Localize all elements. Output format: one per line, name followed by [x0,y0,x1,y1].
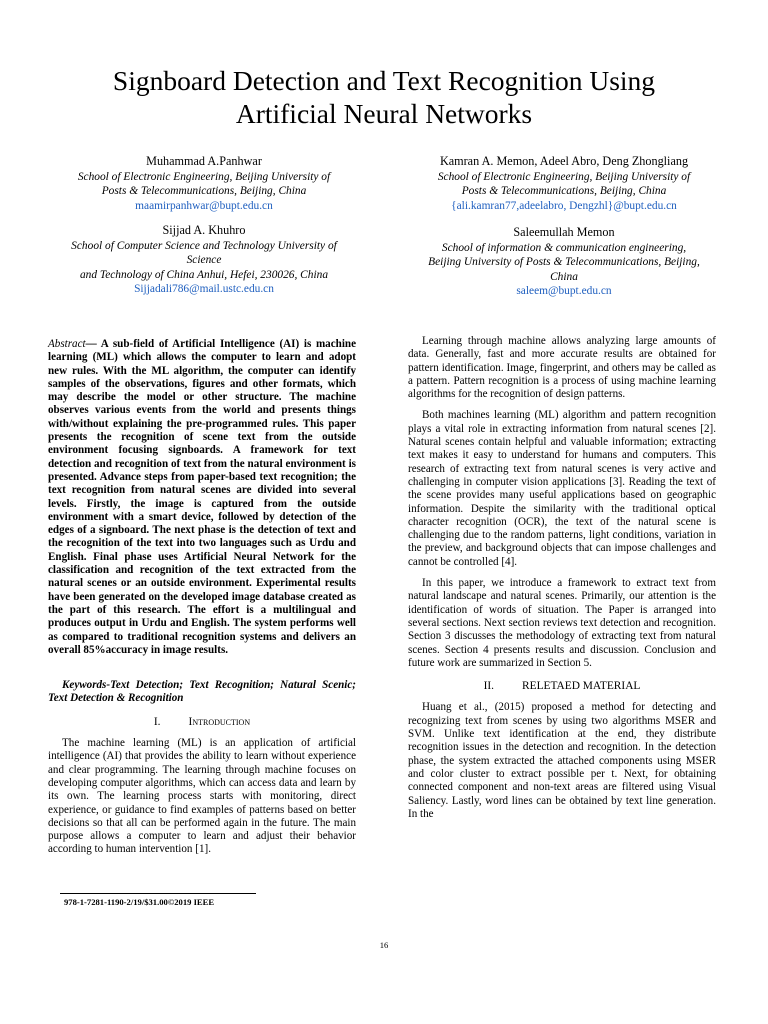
author-affiliation: Posts & Telecommunications, Beijing, China [461,185,667,198]
section-number: I. [153,715,161,728]
section-heading-related [408,680,716,693]
author-affiliation: School of information & communication engineering, [441,241,687,254]
author-name: Sijjad A. Khuhro [162,223,246,237]
author-name: Muhammad A.Panhwar [146,154,262,168]
left-column [48,338,356,865]
section-heading-introduction [48,716,356,729]
author-email[interactable]: {ali.kamran77,adeelabro, Dengzhl}@bupt.edu.cn [451,199,677,212]
author-affiliation: China [550,270,578,283]
introduction-paragraph: The machine learning (ML) is an application of artificial intelligence (AI) that provides the ability to learn without experience and clear programming. The learning through machine focuses on developing computer algorithms, which can access data and learn by its own. The learning process starts with monitoring, direct experience, or guidance to find examples of patterns based on better decisions so that all can be performed again in the future. The main purpose allows a computer to learn and adjust their behavior according to human intervention [1]. [48,737,356,856]
section-number: II. [483,680,495,693]
section-title: Introduction [188,715,251,728]
abstract [48,338,356,657]
author-block-4 [404,225,724,299]
author-affiliation: School of Computer Science and Technology University of [71,239,337,252]
author-block-1 [44,154,364,213]
author-name: Saleemullah Memon [513,225,615,239]
author-block-3 [44,223,364,297]
title-line-1: Signboard Detection and Text Recognition Using [112,65,656,96]
author-affiliation: School of Electronic Engineering, Beijing University of [437,170,691,183]
author-affiliation: Science [186,254,222,267]
author-affiliation: Posts & Telecommunications, Beijing, China [101,185,307,198]
author-block-2 [404,154,724,213]
title-line-2: Artificial Neural Networks [235,98,533,129]
author-affiliation: and Technology of China Anhui, Hefei, 230026, China [79,268,329,281]
page-number: 16 [379,940,389,950]
author-email[interactable]: Sijjadali786@mail.ustc.edu.cn [134,283,274,296]
keywords: Keywords-Text Detection; Text Recognition; Natural Scenic; Text Detection & Recognition [48,679,356,705]
abstract-label: Abstract [48,338,86,350]
abstract-text: — A sub-field of Artificial Intelligence (AI) is machine learning (ML) which allows the computer to learn and adopt new rules. With the ML algorithm, the computer can identify samples of the observations, figures and other formats, which may describe the model or other structure. The machine observes various events from the world and presents things with/without explaining the pre-programmed rules. This paper presents the recognition of scene text from the outside environment focusing signboards. A framework for text detection and recognition of text from the natural environment is presented. Advance steps from paper-based text recognition; the text recognition from natural scenes are divided into several levels. Firstly, the image is captured from the outside environment with a smart device, followed by detection of the edges of a signboard. The next phase is the detection of text and the recognition of the text into two languages such as Urdu and English. Final phase uses Artificial Neural Network for the classification and recognition of the text extracted from the natural scenes or an outside environment. Experimental results have been generated on the developed image database created as the part of this research. The effort is a multilingual and produces output in Urdu and English. The system performs well as compared to traditional recognition systems and delivers an overall 85%accuracy in image results. [48,338,356,656]
related-paragraph: Huang et al., (2015) proposed a method for detecting and recognizing text from scenes by using two algorithms MSER and SVM. Unlike text identification at the end, they distribute recognition issues in the detection and recognition. In the detection phase, the system extracted the attached components using MSER and color cluster to extract possible per t. Next, for obtaining connected component and non-text areas are filtered using Visual Saliency. Lastly, word lines can be obtained by text line generation. In the [408,701,716,820]
body-paragraph: Learning through machine allows analyzing large amounts of data. Generally, fast and more accurate results are obtained for pattern identification. Image, fingerprint, and others may be called as a pattern. Pattern recognition is a process of using machine learning algorithms for the recognition of design patterns. [408,335,716,401]
body-paragraph: In this paper, we introduce a framework to extract text from natural landscape and natural scenes. Primarily, our attention is the identification of words of situation. The Paper is arranged into several sections. Next section reviews text detection and recognition. Section 3 discusses the methodology of extracting text from natural scenes. Section 4 presents results and discussion. Conclusion and future work are summarized in Section 5. [408,577,716,669]
right-column [408,335,716,829]
body-paragraph: Both machines learning (ML) algorithm and pattern recognition plays a vital role in extracting information from natural scenes [2]. Natural scenes contain helpful and valuable information; extracting text makes it easy to understand for humans and computers. This research of extracting text from natural scenes is very active and challenging in computer vision applications [3]. Reading the text of the scene provides many useful applications based on geographic information. Despite the similarity with the traditional optical character recognition (OCR), the text of the natural scene is challenging due to the random patterns, light conditions, variation in the preview, and background objects that can impose challenges and cannot be controlled [4]. [408,409,716,568]
author-affiliation: School of Electronic Engineering, Beijing University of [77,170,331,183]
author-email[interactable]: saleem@bupt.edu.cn [516,285,612,298]
copyright-footnote: 978-1-7281-1190-2/19/$31.00©2019 IEEE [64,897,215,907]
author-affiliation: Beijing University of Posts & Telecommunications, Beijing, [428,256,700,269]
paper-title [40,64,728,130]
section-title: RELETAED MATERIAL [522,680,641,693]
author-name: Kamran A. Memon, Adeel Abro, Deng Zhongliang [439,154,689,168]
author-email[interactable]: maamirpanhwar@bupt.edu.cn [135,199,273,212]
footnote-rule [60,893,256,894]
